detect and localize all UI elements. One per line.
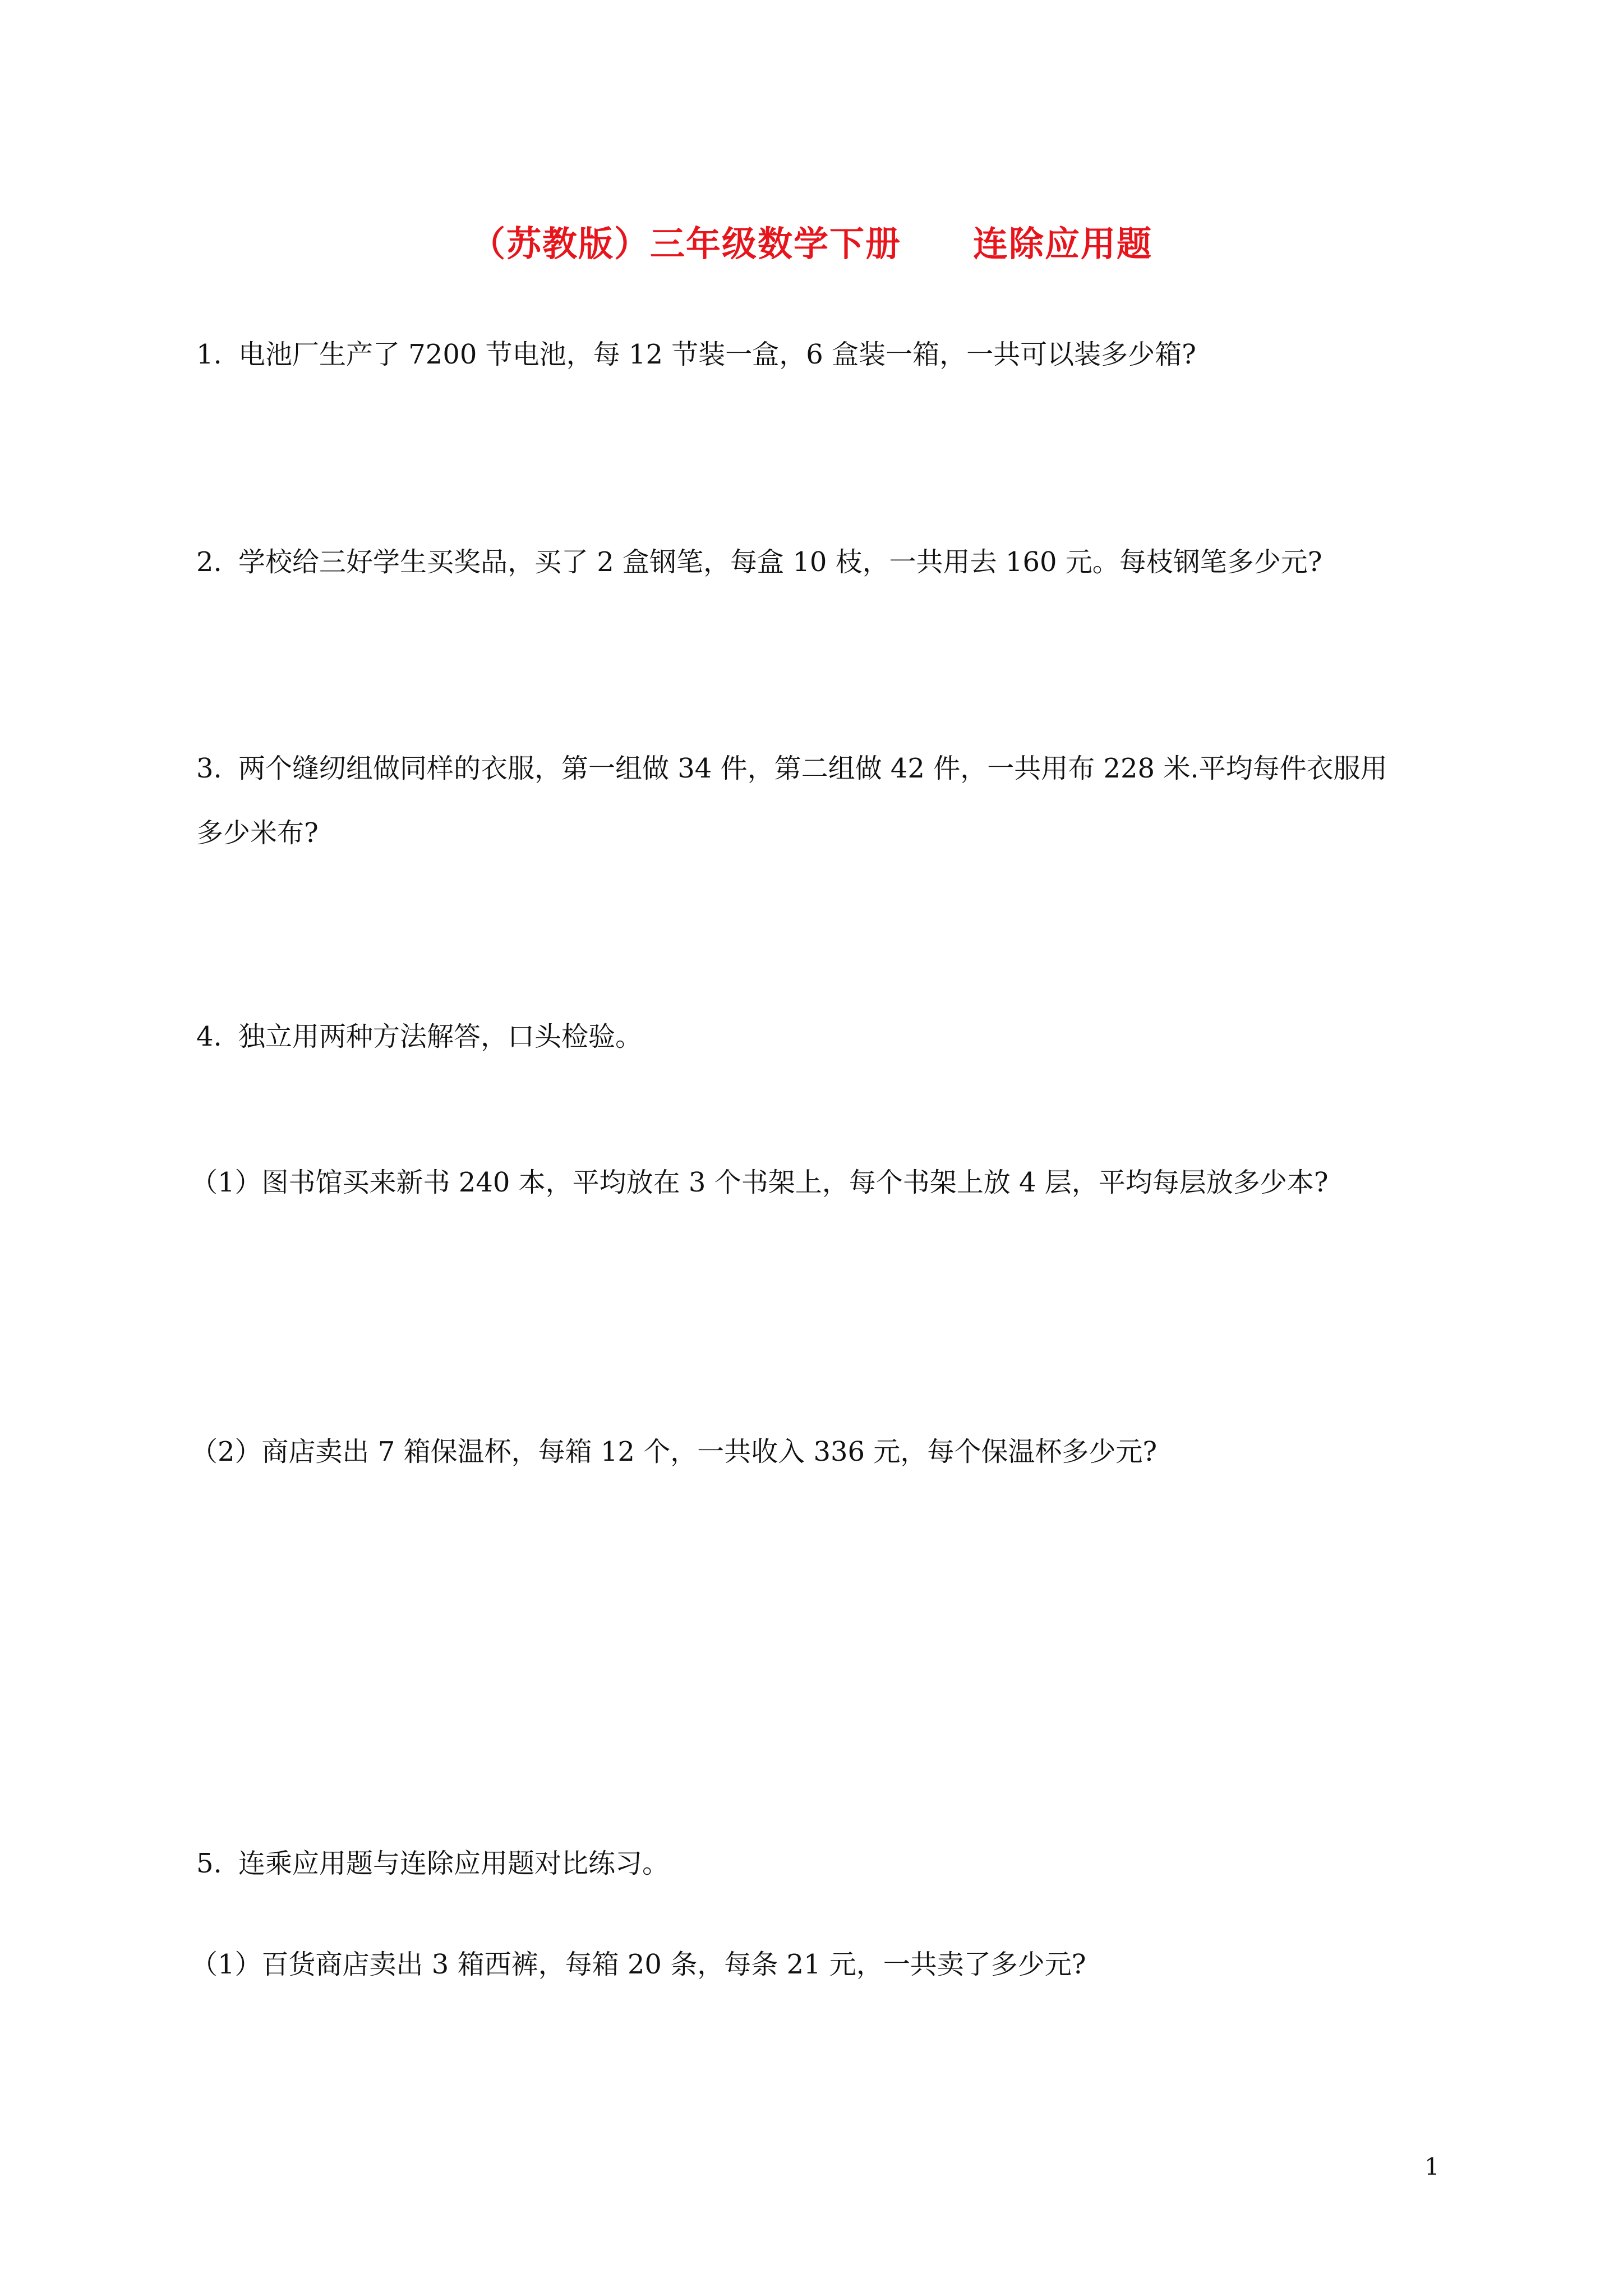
question-5-sub-1: （1）百货商店卖出 3 箱西裤，每箱 20 条，每条 21 元，一共卖了多少元? <box>191 1949 1086 1980</box>
worksheet-title: （苏教版）三年级数学下册 连除应用题 <box>470 223 1152 264</box>
question-number: 2. <box>196 546 222 578</box>
question-4 <box>196 1020 642 1053</box>
question-4-sub-1: （1）图书馆买来新书 240 本，平均放在 3 个书架上，每个书架上放 4 层，平均每层放多少本? <box>191 1167 1329 1198</box>
question-3-continuation: 多少米布? <box>196 817 319 849</box>
question-text: 独立用两种方法解答，口头检验。 <box>238 1021 643 1052</box>
question-3 <box>196 752 1387 785</box>
question-number: 1. <box>196 339 222 370</box>
question-text: 学校给三好学生买奖品，买了 2 盒钢笔，每盒 10 枝，一共用去 160 元。每枝钢笔多少元? <box>238 546 1322 578</box>
question-number: 3. <box>196 753 222 784</box>
question-text: 连乘应用题与连除应用题对比练习。 <box>238 1848 670 1879</box>
question-2 <box>196 545 1322 579</box>
question-4-sub-2: （2）商店卖出 7 箱保温杯，每箱 12 个，一共收入 336 元，每个保温杯多少元? <box>191 1436 1158 1467</box>
question-number: 5. <box>196 1848 222 1879</box>
question-5 <box>196 1847 669 1880</box>
question-number: 4. <box>196 1021 222 1052</box>
question-text: 两个缝纫组做同样的衣服，第一组做 34 件，第二组做 42 件，一共用布 228 米.平均每件衣服用 <box>238 753 1387 784</box>
page-number: 1 <box>1424 2153 1440 2180</box>
question-1 <box>196 338 1196 371</box>
question-text: 电池厂生产了 7200 节电池，每 12 节装一盒，6 盒装一箱，一共可以装多少箱? <box>238 339 1196 370</box>
